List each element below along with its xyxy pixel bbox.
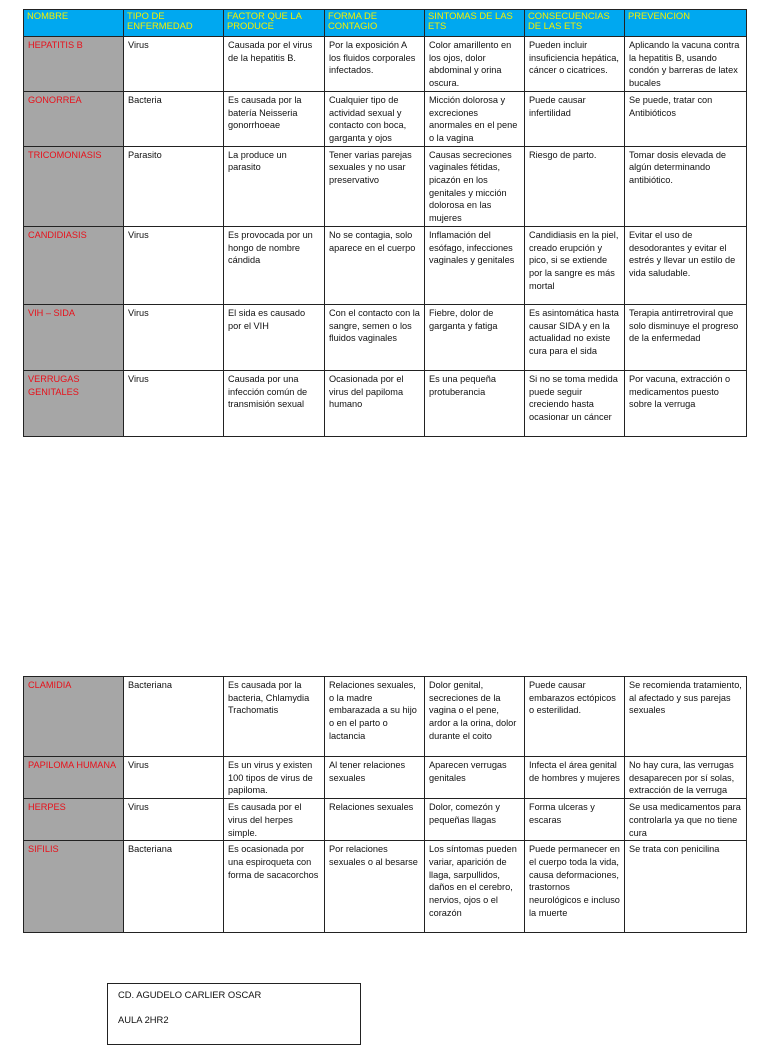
cell-consecuencias: Si no se toma medida puede seguir creciendo hasta ocasionar un cáncer (525, 370, 625, 436)
cell-consecuencias: Forma ulceras y escaras (525, 799, 625, 841)
cell-contagio: Relaciones sexuales (325, 799, 425, 841)
cell-factor: Es un virus y existen 100 tipos de virus de papiloma. (224, 757, 325, 799)
cell-tipo: Virus (124, 226, 224, 304)
cell-tipo: Virus (124, 304, 224, 370)
cell-nombre: CANDIDIASIS (24, 226, 124, 304)
cell-sintomas: Inflamación del esófago, infecciones vaginales y genitales (425, 226, 525, 304)
cell-sintomas: Color amarillento en los ojos, dolor abdominal y orina oscura. (425, 37, 525, 92)
table-row (24, 841, 747, 933)
table-row (24, 226, 747, 304)
cell-factor: Es causada por la batería Neisseria gonorrhoeae (224, 91, 325, 146)
cell-prevencion: Evitar el uso de desodorantes y evitar el estrés y llevar un estilo de vida saludable. (625, 226, 747, 304)
cell-consecuencias: Puede permanecer en el cuerpo toda la vida, causa deformaciones, trastornos neurológicos e incluso la muerte (525, 841, 625, 933)
cell-contagio: Por la exposición A los fluidos corporales infectados. (325, 37, 425, 92)
cell-contagio: Al tener relaciones sexuales (325, 757, 425, 799)
header-nombre: NOMBRE (24, 10, 124, 37)
cell-prevencion: Por vacuna, extracción o medicamentos puesto sobre la verruga (625, 370, 747, 436)
cell-sintomas: Dolor genital, secreciones de la vagina o el pene, ardor a la orina, dolor durante el coito (425, 677, 525, 757)
cell-factor: El sida es causado por el VIH (224, 304, 325, 370)
cell-factor: Es provocada por un hongo de nombre cándida (224, 226, 325, 304)
cell-sintomas: Los síntomas pueden variar, aparición de llaga, sarpullidos, daños en el cerebro, nervios, ojos o el corazón (425, 841, 525, 933)
cell-factor: Causada por una infección común de transmisión sexual (224, 370, 325, 436)
table-header-row (24, 10, 747, 37)
cell-nombre: GONORREA (24, 91, 124, 146)
header-prevencion: PREVENCION (625, 10, 747, 37)
table-row (24, 677, 747, 757)
cell-sintomas: Dolor, comezón y pequeñas llagas (425, 799, 525, 841)
cell-consecuencias: Candidiasis en la piel, creado erupción y pico, si se extiende por la sangre es más mortal (525, 226, 625, 304)
cell-contagio: No se contagia, solo aparece en el cuerpo (325, 226, 425, 304)
cell-sintomas: Causas secreciones vaginales fétidas, picazón en los genitales y micción dolorosa en las mujeres (425, 146, 525, 226)
cell-nombre: CLAMIDIA (24, 677, 124, 757)
cell-tipo: Bacteriana (124, 841, 224, 933)
cell-tipo: Bacteriana (124, 677, 224, 757)
table-row (24, 304, 747, 370)
cell-prevencion: Tomar dosis elevada de algún determinando antibiótico. (625, 146, 747, 226)
header-tipo-enfermedad: TIPO DE ENFERMEDAD (124, 10, 224, 37)
cell-prevencion: Se puede, tratar con Antibióticos (625, 91, 747, 146)
cell-prevencion: Se trata con penicilina (625, 841, 747, 933)
cell-nombre: PAPILOMA HUMANA (24, 757, 124, 799)
cell-prevencion: Se recomienda tratamiento, al afectado y sus parejas sexuales (625, 677, 747, 757)
cell-tipo: Virus (124, 370, 224, 436)
cell-contagio: Relaciones sexuales, o la madre embarazada a su hijo o en el parto o lactancia (325, 677, 425, 757)
table-row (24, 370, 747, 436)
author-name: CD. AGUDELO CARLIER OSCAR (118, 989, 262, 1000)
ets-table-1 (23, 9, 747, 437)
cell-factor: Es ocasionada por una espiroqueta con forma de sacacorchos (224, 841, 325, 933)
cell-contagio: Tener varias parejas sexuales y no usar preservativo (325, 146, 425, 226)
author-card (107, 983, 361, 1045)
ets-table-2 (23, 676, 747, 933)
author-class: AULA 2HR2 (118, 1014, 169, 1025)
table-row (24, 757, 747, 799)
header-forma-contagio: FORMA DE CONTAGIO (325, 10, 425, 37)
cell-factor: La produce un parasito (224, 146, 325, 226)
cell-tipo: Virus (124, 757, 224, 799)
cell-nombre: VERRUGAS GENITALES (24, 370, 124, 436)
cell-consecuencias: Es asintomática hasta causar SIDA y en la actualidad no existe cura para el sida (525, 304, 625, 370)
cell-nombre: HEPATITIS B (24, 37, 124, 92)
cell-consecuencias: Pueden incluir insuficiencia hepática, cáncer o cicatrices. (525, 37, 625, 92)
cell-prevencion: Aplicando la vacuna contra la hepatitis B, usando condón y barreras de latex bucales (625, 37, 747, 92)
cell-consecuencias: Riesgo de parto. (525, 146, 625, 226)
header-consecuencias: CONSECUENCIAS DE LAS ETS (525, 10, 625, 37)
cell-factor: Es causada por el virus del herpes simple. (224, 799, 325, 841)
cell-nombre: VIH – SIDA (24, 304, 124, 370)
cell-contagio: Por relaciones sexuales o al besarse (325, 841, 425, 933)
cell-consecuencias: Puede causar embarazos ectópicos o esterilidad. (525, 677, 625, 757)
cell-sintomas: Fiebre, dolor de garganta y fatiga (425, 304, 525, 370)
table-row (24, 91, 747, 146)
cell-contagio: Ocasionada por el virus del papiloma humano (325, 370, 425, 436)
header-factor: FACTOR QUE LA PRODUCE (224, 10, 325, 37)
cell-tipo: Parasito (124, 146, 224, 226)
cell-factor: Causada por el virus de la hepatitis B. (224, 37, 325, 92)
table-row (24, 799, 747, 841)
cell-factor: Es causada por la bacteria, Chlamydia Trachomatis (224, 677, 325, 757)
table-row (24, 37, 747, 92)
cell-sintomas: Aparecen verrugas genitales (425, 757, 525, 799)
cell-nombre: SIFILIS (24, 841, 124, 933)
cell-tipo: Bacteria (124, 91, 224, 146)
cell-prevencion: Terapia antirretroviral que solo disminuye el progreso de la enfermedad (625, 304, 747, 370)
cell-tipo: Virus (124, 37, 224, 92)
cell-nombre: HERPES (24, 799, 124, 841)
cell-sintomas: Micción dolorosa y excreciones anormales en el pene o la vagina (425, 91, 525, 146)
cell-consecuencias: Puede causar infertilidad (525, 91, 625, 146)
table-row (24, 146, 747, 226)
cell-sintomas: Es una pequeña protuberancia (425, 370, 525, 436)
header-sintomas: SINTOMAS DE LAS ETS (425, 10, 525, 37)
cell-contagio: Cualquier tipo de actividad sexual y contacto con boca, garganta y ojos (325, 91, 425, 146)
cell-prevencion: Se usa medicamentos para controlarla ya que no tiene cura (625, 799, 747, 841)
cell-nombre: TRICOMONIASIS (24, 146, 124, 226)
cell-contagio: Con el contacto con la sangre, semen o los fluidos vaginales (325, 304, 425, 370)
cell-prevencion: No hay cura, las verrugas desaparecen por sí solas, extracción de la verruga (625, 757, 747, 799)
cell-consecuencias: Infecta el área genital de hombres y mujeres (525, 757, 625, 799)
cell-tipo: Virus (124, 799, 224, 841)
